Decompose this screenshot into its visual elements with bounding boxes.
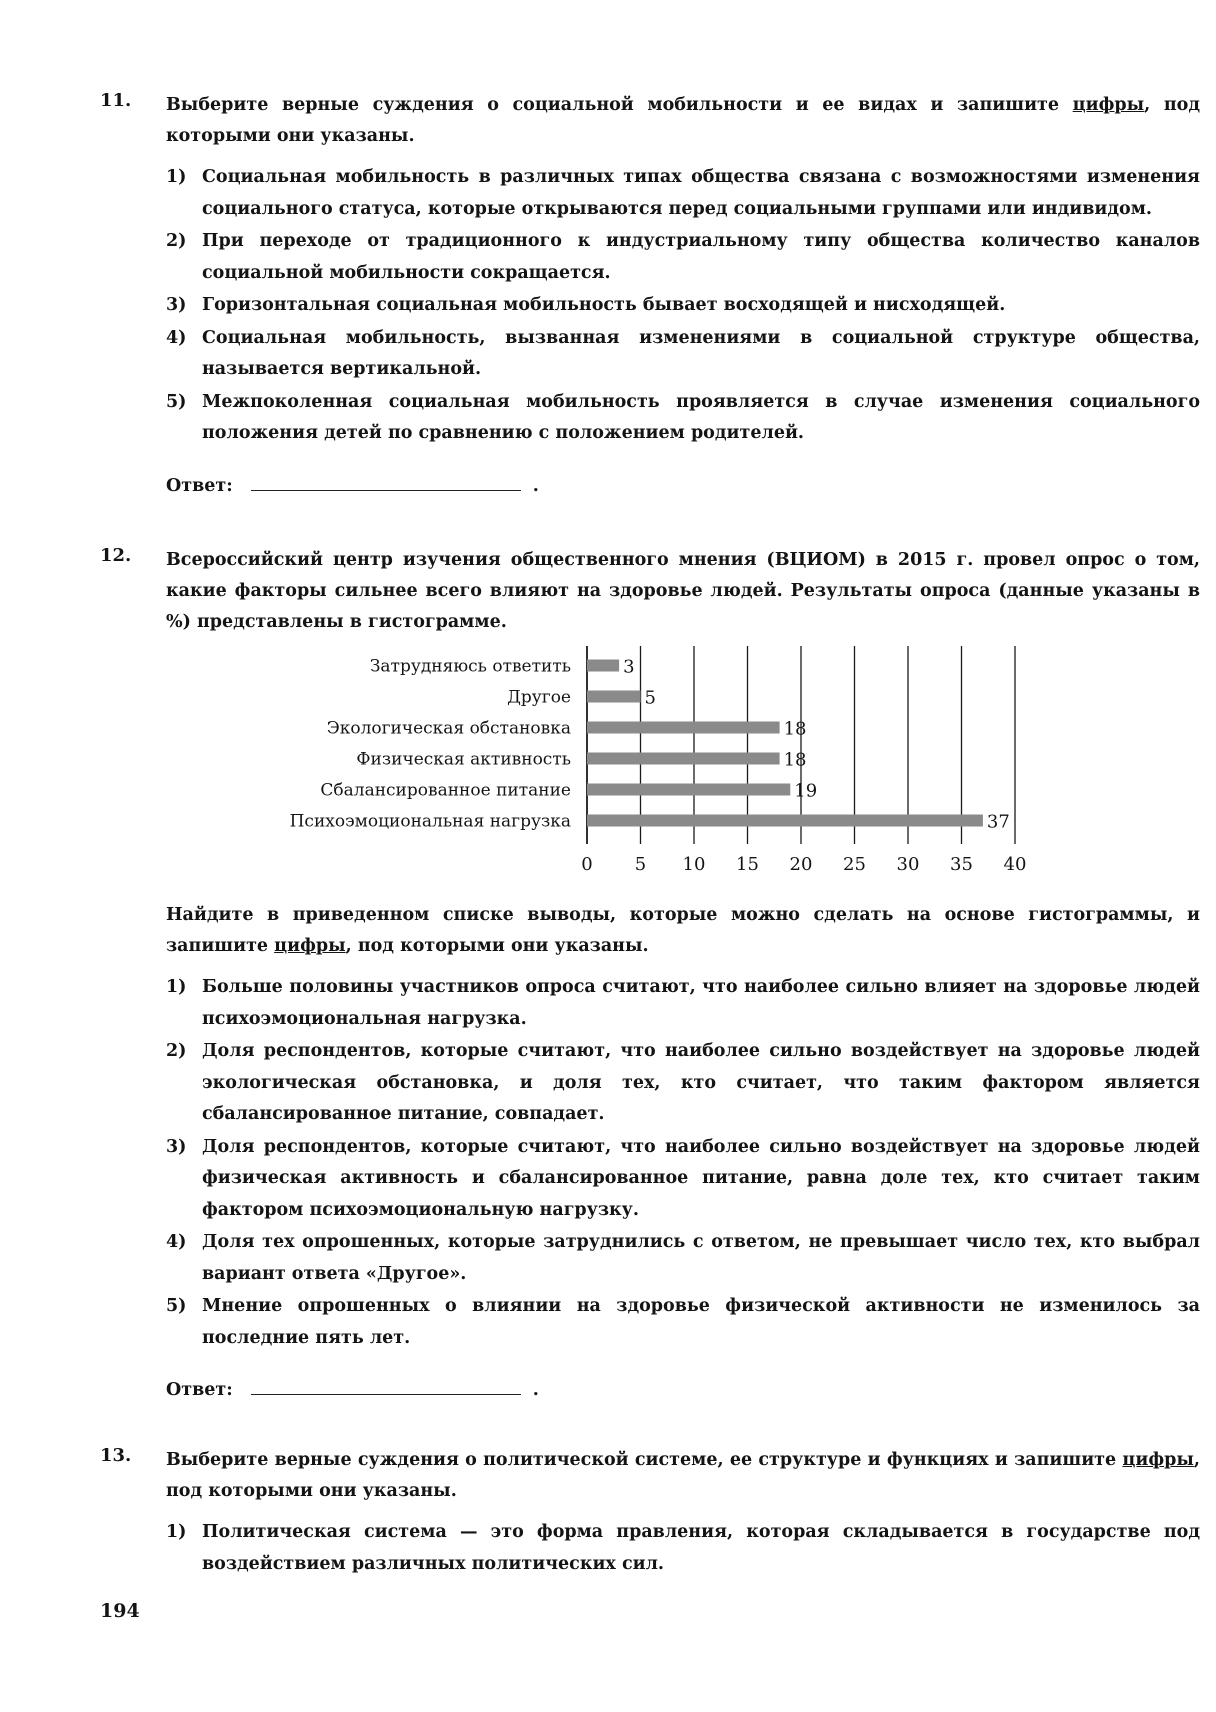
question-number: 12. [100, 545, 132, 566]
option-item [166, 162, 1200, 225]
option-item [166, 1036, 1200, 1131]
data-label: 3 [623, 656, 635, 678]
option-text: Больше половины участников опроса считают, что наиболее сильно влияет на здоровье людей психоэмоциональная нагрузка. [202, 977, 1200, 1029]
answer-label: Ответ: [166, 475, 233, 496]
question-text-part: , под которыми они указаны. [166, 95, 1200, 146]
option-item [166, 1517, 1200, 1580]
question-text-part: Найдите в приведенном списке выводы, которые можно сделать на основе гистограммы, и запишите [166, 905, 1200, 956]
question-number: 11. [100, 90, 132, 111]
histogram-svg [100, 642, 1200, 892]
answer-row [166, 1376, 1200, 1400]
option-number: 1) [166, 1522, 187, 1542]
option-item [166, 1227, 1200, 1290]
x-tick-label: 20 [789, 854, 813, 875]
bar [587, 815, 983, 827]
question-13 [100, 1445, 1200, 1581]
data-label: 19 [794, 780, 818, 802]
options-list [166, 972, 1200, 1354]
option-number: 3) [166, 1136, 187, 1157]
question-12 [100, 545, 1200, 1400]
question-text-part: , под которыми они указаны. [345, 936, 649, 956]
option-number: 5) [166, 1296, 187, 1316]
answer-label: Ответ: [166, 1380, 233, 1400]
question-text-part: Выберите верные суждения о политической системе, ее структуре и функциях и запишите [166, 1450, 1123, 1470]
x-tick-label: 40 [1003, 854, 1027, 875]
option-text: Горизонтальная социальная мобильность бывает восходящей и нисходящей. [202, 295, 1006, 315]
category-label: Психоэмоциональная нагрузка [289, 811, 571, 832]
option-number: 1) [166, 167, 187, 187]
x-tick-label: 25 [843, 854, 866, 875]
question-text: Всероссийский центр изучения общественного мнения (ВЦИОМ) в 2015 г. провел опрос о том, какие факторы сильнее всего влияют на здоровье людей. Результаты опроса (данные указаны в %) представлены в гистограмме. [166, 550, 1200, 632]
option-item [166, 290, 1200, 322]
option-number: 2) [166, 1041, 187, 1061]
data-label: 18 [783, 718, 807, 740]
question-text [166, 90, 1200, 152]
answer-end: . [532, 1380, 539, 1400]
option-text: Доля респондентов, которые считают, что наиболее сильно воздействует на здоровье людей физическая активность и сбалансированное питание, равна доле тех, кто считает таким фактором психоэмоциональную нагрузку. [202, 1136, 1200, 1220]
x-tick-label: 5 [634, 854, 647, 875]
option-text: Социальная мобильность в различных типах общества связана с возможностями изменения социального статуса, которые открываются перед социальными группами или индивидом. [202, 167, 1200, 219]
option-item [166, 387, 1200, 450]
question-11 [100, 90, 1200, 496]
data-label: 18 [783, 749, 807, 771]
option-number: 1) [166, 977, 187, 997]
option-number: 4) [166, 327, 187, 348]
bar [587, 660, 619, 672]
option-item [166, 972, 1200, 1035]
option-item [166, 226, 1200, 289]
option-text: Межпоколенная социальная мобильность проявляется в случае изменения социального положения детей по сравнению с положением родителей. [202, 391, 1200, 443]
category-label: Другое [507, 687, 571, 708]
emphasis-word: цифры [1072, 95, 1145, 115]
bar [587, 753, 780, 765]
x-tick-label: 0 [581, 854, 593, 875]
x-tick-label: 35 [950, 854, 973, 875]
data-label: 5 [644, 687, 656, 709]
question-text-part: , под которыми они указаны. [166, 1450, 1200, 1501]
data-label: 37 [986, 811, 1010, 833]
question-number: 13. [100, 1445, 132, 1466]
x-tick-label: 10 [682, 854, 706, 875]
emphasis-word: цифры [274, 936, 346, 956]
option-text: Доля респондентов, которые считают, что наиболее сильно воздействует на здоровье людей экологическая обстановка, и доля тех, кто считает, что таким фактором является сбалансированное питание, совпадает. [202, 1041, 1200, 1124]
category-label: Физическая активность [356, 749, 571, 770]
option-text: Мнение опрошенных о влиянии на здоровье физической активности не изменилось за последние пять лет. [202, 1296, 1200, 1348]
option-text: Доля тех опрошенных, которые затруднились с ответом, не превышает число тех, кто выбрал вариант ответа «Другое». [202, 1232, 1200, 1284]
options-list [166, 162, 1200, 450]
page-number: 194 [100, 1600, 140, 1622]
option-item [166, 1132, 1200, 1227]
option-number: 3) [166, 295, 187, 315]
x-tick-label: 15 [736, 854, 759, 875]
question-text [166, 1445, 1200, 1507]
option-number: 5) [166, 391, 187, 412]
option-item [166, 1291, 1200, 1354]
category-label: Затрудняюсь ответить [369, 656, 571, 677]
answer-field[interactable] [251, 1376, 521, 1395]
question-text-part: Выберите верные суждения о социальной мобильности и ее видах и запишите [166, 95, 1073, 115]
question-prompt [166, 900, 1200, 962]
answer-row [166, 472, 1200, 496]
answer-field[interactable] [251, 472, 521, 491]
option-number: 2) [166, 231, 187, 251]
answer-end: . [532, 475, 539, 496]
option-item [166, 323, 1200, 386]
bar [587, 691, 641, 703]
histogram [100, 642, 1200, 892]
category-label: Сбалансированное питание [320, 780, 571, 801]
bar [587, 722, 780, 734]
option-text: Политическая система — это форма правления, которая складывается в государстве под воздействием различных политических сил. [202, 1522, 1200, 1574]
x-tick-label: 30 [896, 854, 920, 875]
options-list [166, 1517, 1200, 1580]
emphasis-word: цифры [1122, 1450, 1194, 1470]
option-text: При переходе от традиционного к индустриальному типу общества количество каналов социальной мобильности сокращается. [202, 231, 1200, 283]
option-text: Социальная мобильность, вызванная изменениями в социальной структуре общества, называется вертикальной. [202, 327, 1200, 379]
option-number: 4) [166, 1232, 187, 1252]
category-label: Экологическая обстановка [326, 718, 571, 739]
bar [587, 784, 790, 796]
